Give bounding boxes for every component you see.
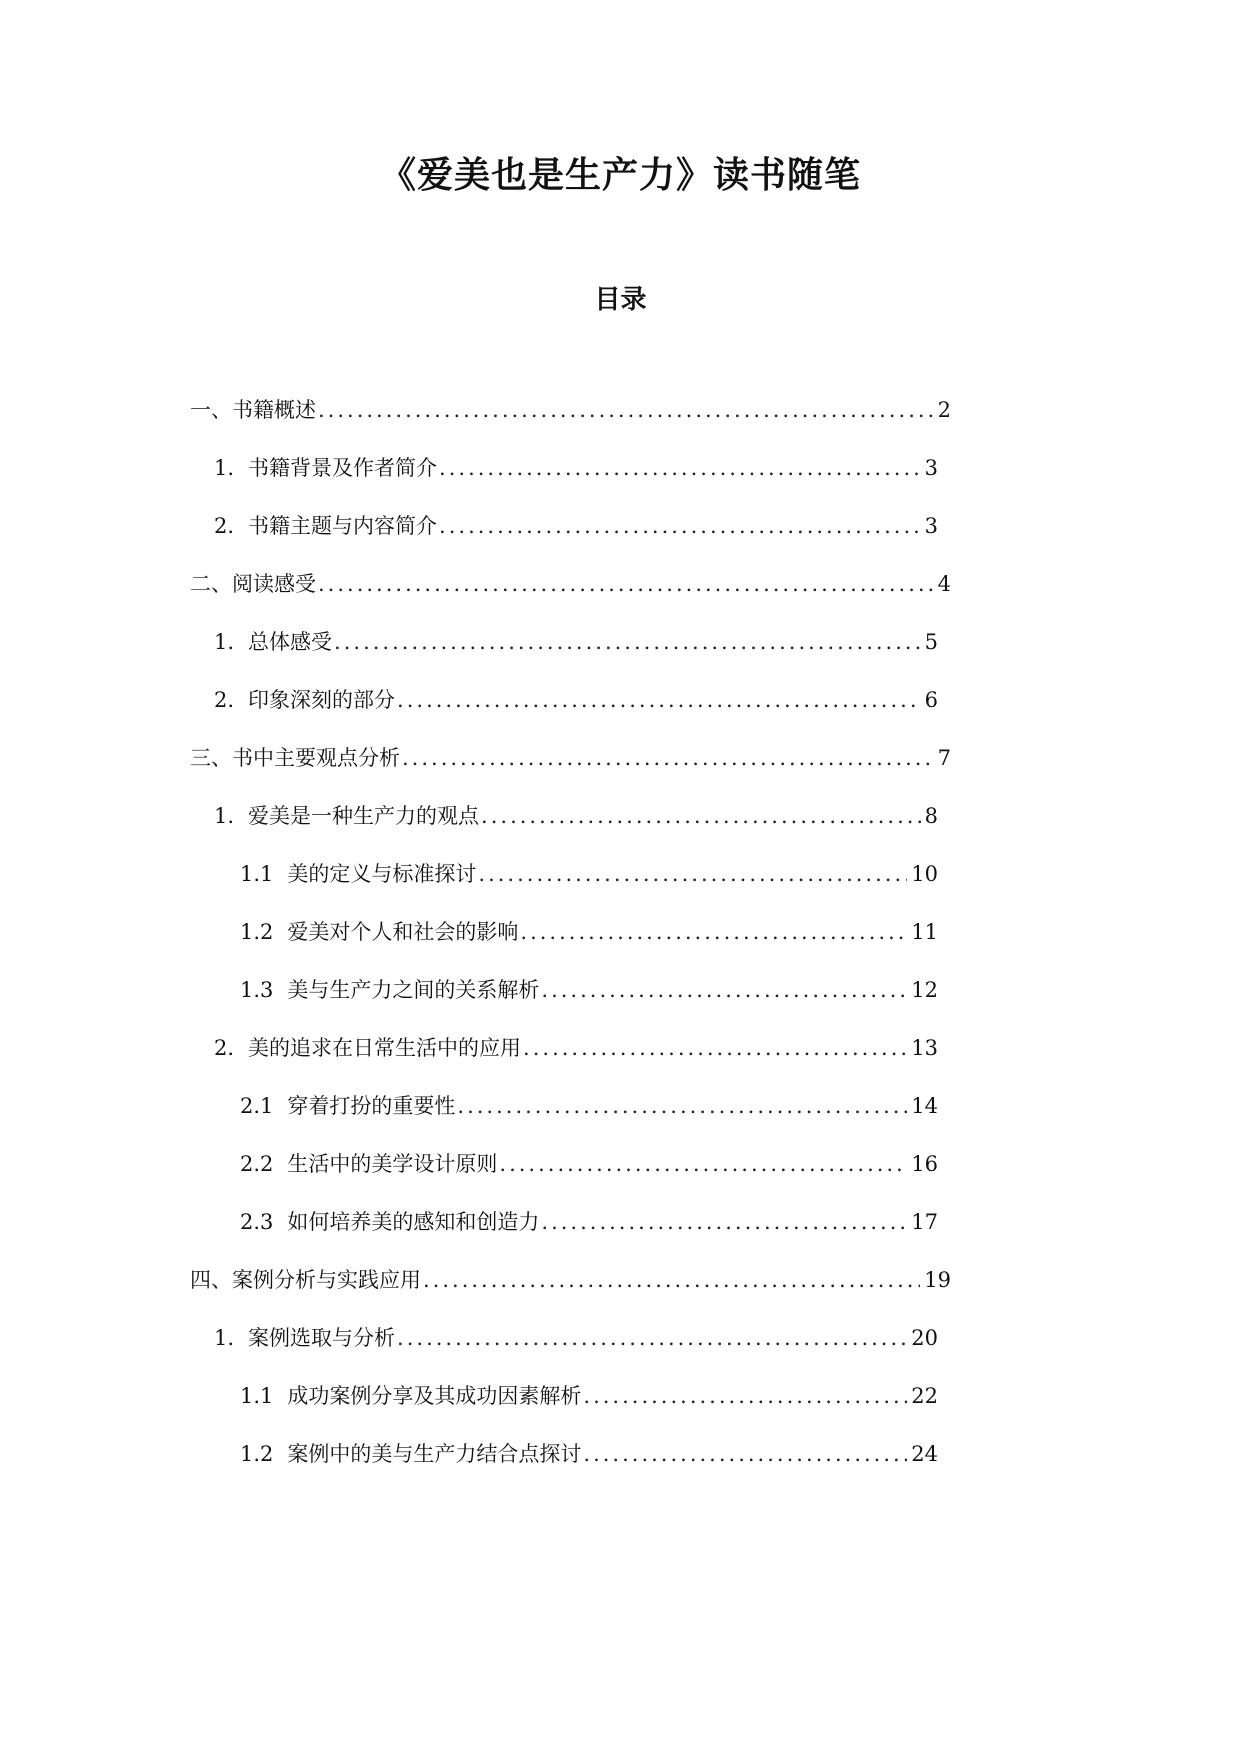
toc-entry-label: 爱美是一种生产力的观点 [248, 804, 480, 828]
toc-entry-label: 爱美对个人和社会的影响 [287, 920, 519, 944]
toc-page-number: 16 [911, 1152, 938, 1176]
toc-entry-number: 2. [214, 514, 235, 538]
toc-entry[interactable] [190, 384, 951, 424]
toc-entry-label: 美的追求在日常生活中的应用 [248, 1036, 522, 1060]
toc-entry[interactable] [214, 616, 938, 656]
toc-entry-label: 三、书中主要观点分析 [190, 746, 400, 770]
toc-entry[interactable] [240, 1370, 938, 1410]
toc-page-number: 12 [911, 978, 938, 1002]
toc-entry[interactable] [240, 1196, 938, 1236]
toc-page-number: 6 [924, 688, 938, 712]
toc-entry-number: 1. [214, 804, 235, 828]
toc-dot-leader [318, 570, 934, 598]
toc-page-number: 13 [911, 1036, 938, 1060]
toc-dot-leader [318, 396, 934, 424]
toc-dot-leader [541, 976, 907, 1004]
toc-page-number: 14 [911, 1094, 938, 1118]
toc-entry[interactable] [240, 1138, 938, 1178]
toc-page-number: 10 [911, 862, 938, 886]
toc-dot-leader [397, 1324, 907, 1352]
toc-entry-label: 成功案例分享及其成功因素解析 [287, 1384, 582, 1408]
toc-heading: 目录 [594, 285, 647, 315]
toc-entry-number: 1.2 [240, 1442, 274, 1466]
toc-entry[interactable] [190, 1254, 951, 1294]
toc-dot-leader [402, 744, 934, 772]
toc-dot-leader [423, 1266, 920, 1294]
toc-entry-number: 1.1 [240, 1384, 274, 1408]
toc-page-number: 2 [937, 398, 951, 422]
toc-entry-label: 书籍背景及作者简介 [248, 456, 438, 480]
toc-dot-leader [481, 802, 921, 830]
toc-entry[interactable] [240, 964, 938, 1004]
toc-dot-leader [523, 1034, 907, 1062]
toc-entry-number: 2.3 [240, 1210, 274, 1234]
toc-entry-label: 案例中的美与生产力结合点探讨 [287, 1442, 582, 1466]
toc-dot-leader [499, 1150, 907, 1178]
toc-entry[interactable] [240, 1428, 938, 1468]
toc-entry-number: 2.1 [240, 1094, 274, 1118]
toc-entry-label: 二、阅读感受 [190, 572, 316, 596]
toc-dot-leader [397, 686, 921, 714]
toc-page-number: 20 [911, 1326, 938, 1350]
toc-entry-label: 案例选取与分析 [248, 1326, 396, 1350]
toc-page-number: 5 [924, 630, 938, 654]
toc-entry[interactable] [240, 848, 938, 888]
toc-dot-leader [334, 628, 921, 656]
toc-entry-label: 生活中的美学设计原则 [287, 1152, 498, 1176]
document-title: 《爱美也是生产力》读书随笔 [379, 155, 861, 196]
toc-dot-leader [520, 918, 907, 946]
toc-page-number: 17 [911, 1210, 938, 1234]
toc-entry-number: 1. [214, 456, 235, 480]
toc-dot-leader [583, 1382, 907, 1410]
toc-page-number: 11 [911, 920, 938, 944]
toc-entry-label: 穿着打扮的重要性 [287, 1094, 456, 1118]
toc-entry[interactable] [190, 732, 951, 772]
toc-entry-label: 美与生产力之间的关系解析 [287, 978, 540, 1002]
toc-page-number: 19 [924, 1268, 951, 1292]
toc-entry-label: 印象深刻的部分 [248, 688, 396, 712]
toc-dot-leader [583, 1440, 907, 1468]
toc-entry-label: 总体感受 [248, 630, 333, 654]
toc-entry[interactable] [214, 500, 938, 540]
toc-entry[interactable] [190, 558, 951, 598]
toc-entry-label: 美的定义与标准探讨 [287, 862, 477, 886]
toc-dot-leader [439, 512, 921, 540]
toc-page-number: 8 [924, 804, 938, 828]
toc-entry[interactable] [214, 674, 938, 714]
toc-page-number: 3 [924, 514, 938, 538]
toc-page-number: 22 [911, 1384, 938, 1408]
toc-dot-leader [541, 1208, 907, 1236]
toc-page-number: 4 [937, 572, 951, 596]
toc-page-number: 7 [937, 746, 951, 770]
toc-dot-leader [439, 454, 921, 482]
toc-entry-number: 1. [214, 1326, 235, 1350]
toc-entry-label: 一、书籍概述 [190, 398, 316, 422]
toc-entry[interactable] [240, 1080, 938, 1120]
toc-entry[interactable] [214, 1022, 938, 1062]
toc-entry-number: 1.3 [240, 978, 274, 1002]
toc-entry[interactable] [214, 1312, 938, 1352]
toc-dot-leader [478, 860, 907, 888]
toc-entry-label: 四、案例分析与实践应用 [190, 1268, 421, 1292]
toc-page-number: 3 [924, 456, 938, 480]
toc-page-number: 24 [911, 1442, 938, 1466]
toc-entry-number: 2.2 [240, 1152, 274, 1176]
toc-entry-number: 1. [214, 630, 235, 654]
toc-entry-number: 1.2 [240, 920, 274, 944]
toc-entry-number: 2. [214, 688, 235, 712]
toc-entry-label: 书籍主题与内容简介 [248, 514, 438, 538]
toc-entry[interactable] [214, 442, 938, 482]
toc-entry-number: 1.1 [240, 862, 274, 886]
toc-entry[interactable] [240, 906, 938, 946]
toc-dot-leader [457, 1092, 907, 1120]
toc-entry-label: 如何培养美的感知和创造力 [287, 1210, 540, 1234]
toc-entry-number: 2. [214, 1036, 235, 1060]
toc-entry[interactable] [214, 790, 938, 830]
